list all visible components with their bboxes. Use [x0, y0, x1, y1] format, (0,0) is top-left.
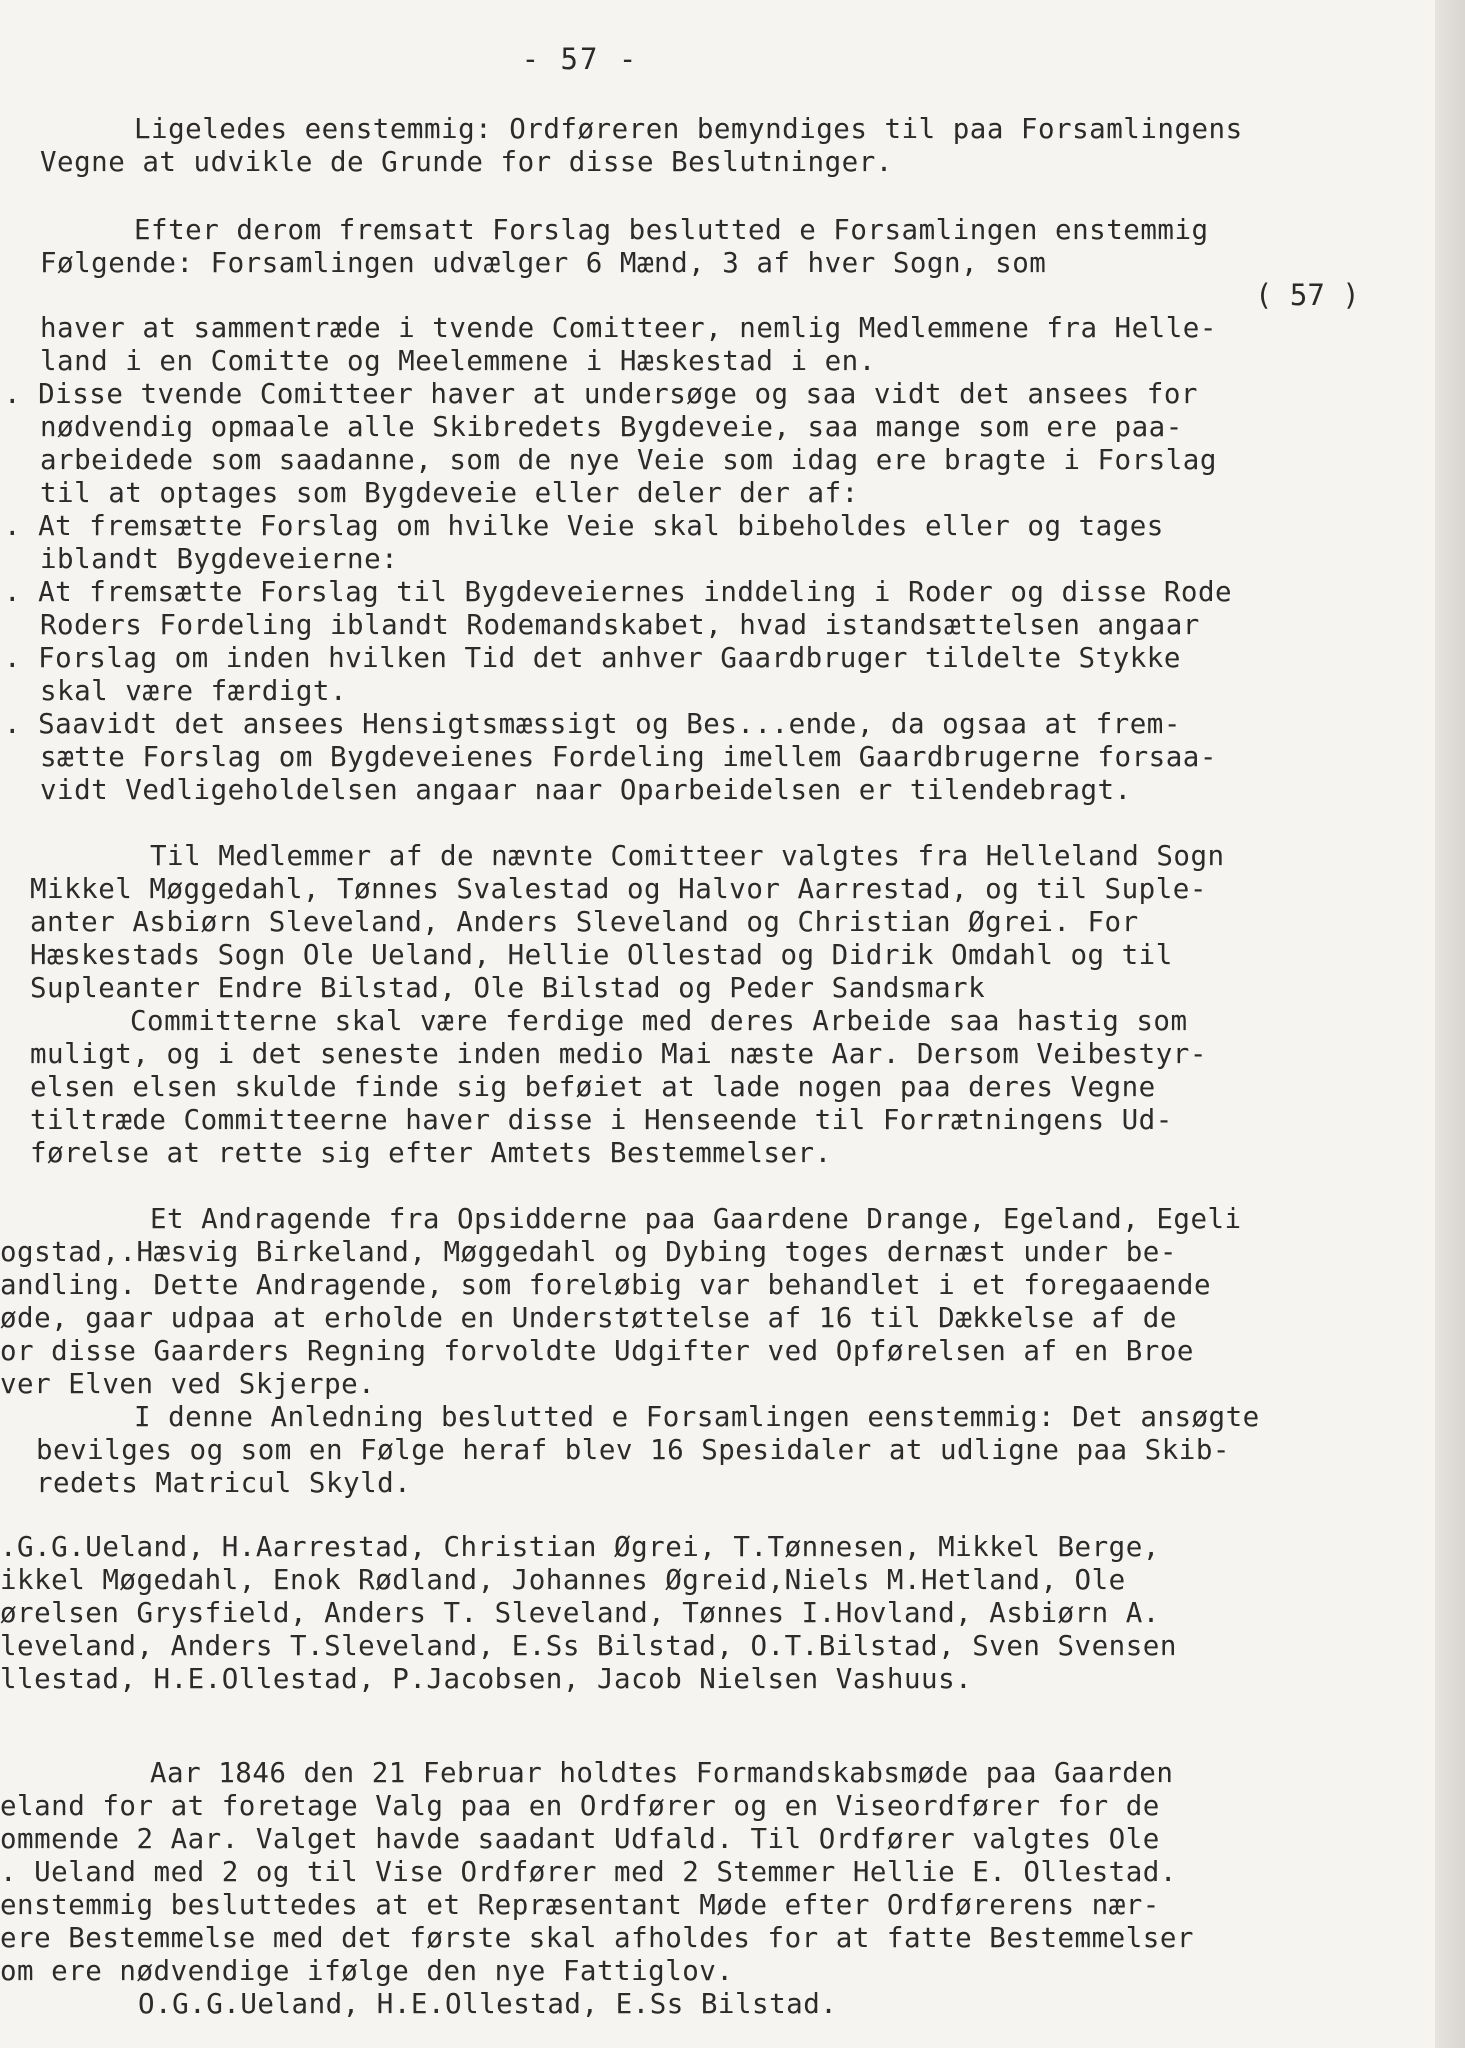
signature-line: ørelsen Grysfield, Anders T. Sleveland, Tønnes I.Hovland, Asbiørn A. — [0, 1597, 1160, 1629]
text-line: muligt, og i det seneste inden medio Mai næste Aar. Dersom Veibestyr- — [30, 1038, 1207, 1070]
page-edge — [1435, 0, 1465, 2048]
text-line: Committerne skal være ferdige med deres Arbeide saa hastig som — [130, 1005, 1188, 1037]
signature-line: O.G.G.Ueland, H.E.Ollestad, E.Ss Bilstad. — [138, 1988, 838, 2020]
text-line: skal være færdigt. — [40, 675, 348, 707]
signature-line: .G.G.Ueland, H.Aarrestad, Christian Øgrei, T.Tønnesen, Mikkel Berge, — [0, 1531, 1160, 1563]
text-line: eland for at foretage Valg paa en Ordfører og en Viseordfører for de — [0, 1790, 1160, 1822]
text-line: ommende 2 Aar. Valget havde saadant Udfald. Til Ordfører valgtes Ole — [0, 1823, 1160, 1855]
text-line: I denne Anledning beslutted e Forsamlingen eenstemmig: Det ansøgte — [134, 1401, 1260, 1433]
text-line: tiltræde Committeerne haver disse i Henseende til Forrætningens Ud- — [30, 1104, 1173, 1136]
text-line: andling. Dette Andragende, som foreløbig var behandlet i et foregaaende — [0, 1269, 1212, 1301]
text-line: anter Asbiørn Sleveland, Anders Sleveland og Christian Øgrei. For — [30, 906, 1139, 938]
signature-line: leveland, Anders T.Sleveland, E.Ss Bilstad, O.T.Bilstad, Sven Svensen — [0, 1630, 1177, 1662]
signature-line: llestad, H.E.Ollestad, P.Jacobsen, Jacob Nielsen Vashuus. — [0, 1663, 973, 1695]
text-line: førelse at rette sig efter Amtets Bestemmelser. — [30, 1137, 832, 1169]
text-line: . At fremsætte Forslag til Bygdeveiernes inddeling i Roder og disse Rode — [4, 576, 1233, 608]
text-line: øde, gaar udpaa at erholde en Understøttelse af 16 til Dækkelse af de — [0, 1302, 1177, 1334]
text-line: . Disse tvende Comitteer haver at undersøge og saa vidt det ansees for — [4, 378, 1198, 410]
text-line: Hæskestads Sogn Ole Ueland, Hellie Ollestad og Didrik Omdahl og til — [30, 939, 1173, 971]
text-line: om ere nødvendige ifølge den nye Fattiglov. — [0, 1955, 734, 1987]
text-line: Ligeledes eenstemmig: Ordføreren bemyndiges til paa Forsamlingens — [134, 113, 1243, 145]
text-line: iblandt Bygdeveierne: — [40, 543, 399, 575]
text-line: land i en Comitte og Meelemmene i Hæskestad i en. — [40, 345, 876, 377]
text-line: nødvendig opmaale alle Skibredets Bygdeveie, saa mange som ere paa- — [40, 411, 1183, 443]
text-line: arbeidede som saadanne, som de nye Veie som idag ere bragte i Forslag — [40, 444, 1217, 476]
text-line: ere Bestemmelse med det første skal afholdes for at fatte Bestemmelser — [0, 1922, 1194, 1954]
text-line: Roders Fordeling iblandt Rodemandskabet, hvad istandsættelsen angaar — [40, 609, 1200, 641]
text-line: . At fremsætte Forslag om hvilke Veie skal bibeholdes eller og tages — [4, 510, 1164, 542]
text-line: Mikkel Møggedahl, Tønnes Svalestad og Halvor Aarrestad, og til Suple- — [30, 873, 1207, 905]
text-line: Supleanter Endre Bilstad, Ole Bilstad og Peder Sandsmark — [30, 972, 986, 1004]
page-number: - 57 - — [521, 42, 639, 76]
text-line: redets Matricul Skyld. — [36, 1467, 412, 1499]
text-line: elsen elsen skulde finde sig beføiet at lade nogen paa deres Vegne — [30, 1071, 1156, 1103]
text-line: or disse Gaarders Regning forvoldte Udgifter ved Opførelsen af en Broe — [0, 1335, 1194, 1367]
text-line: Følgende: Forsamlingen udvælger 6 Mænd, 3 af hver Sogn, som — [40, 247, 1047, 279]
text-line: til at optages som Bygdeveie eller deler der af: — [40, 477, 859, 509]
text-line: vidt Vedligeholdelsen angaar naar Oparbeidelsen er tilendebragt. — [40, 774, 1132, 806]
text-line: Et Andragende fra Opsidderne paa Gaardene Drange, Egeland, Egeli — [150, 1203, 1242, 1235]
text-line: sætte Forslag om Bygdeveienes Fordeling imellem Gaardbrugerne forsaa- — [40, 741, 1217, 773]
text-line: Efter derom fremsatt Forslag beslutted e Forsamlingen enstemmig — [134, 214, 1209, 246]
text-line: . Saavidt det ansees Hensigtsmæssigt og Bes...ende, da ogsaa at frem- — [4, 708, 1181, 740]
text-line: ver Elven ved Skjerpe. — [0, 1368, 376, 1400]
text-line: . Ueland med 2 og til Vise Ordfører med 2 Stemmer Hellie E. Ollestad. — [0, 1856, 1177, 1888]
text-line: haver at sammentræde i tvende Comitteer, nemlig Medlemmene fra Helle- — [40, 312, 1217, 344]
text-line: enstemmig besluttedes at et Repræsentant Møde efter Ordførerens nær- — [0, 1889, 1160, 1921]
text-line: bevilges og som en Følge heraf blev 16 Spesidaler at udligne paa Skib- — [36, 1434, 1230, 1466]
signature-line: ikkel Møgedahl, Enok Rødland, Johannes Øgreid,Niels M.Hetland, Ole — [0, 1564, 1126, 1596]
text-line: ogstad,.Hæsvig Birkeland, Møggedahl og Dybing toges dernæst under be- — [0, 1236, 1177, 1268]
margin-page-number: ( 57 ) — [1255, 278, 1360, 312]
text-line: Aar 1846 den 21 Februar holdtes Formandskabsmøde paa Gaarden — [150, 1757, 1174, 1789]
text-line: . Forslag om inden hvilken Tid det anhver Gaardbruger tildelte Stykke — [4, 642, 1181, 674]
text-line: Vegne at udvikle de Grunde for disse Beslutninger. — [40, 146, 893, 178]
text-line: Til Medlemmer af de nævnte Comitteer valgtes fra Helleland Sogn — [150, 840, 1225, 872]
